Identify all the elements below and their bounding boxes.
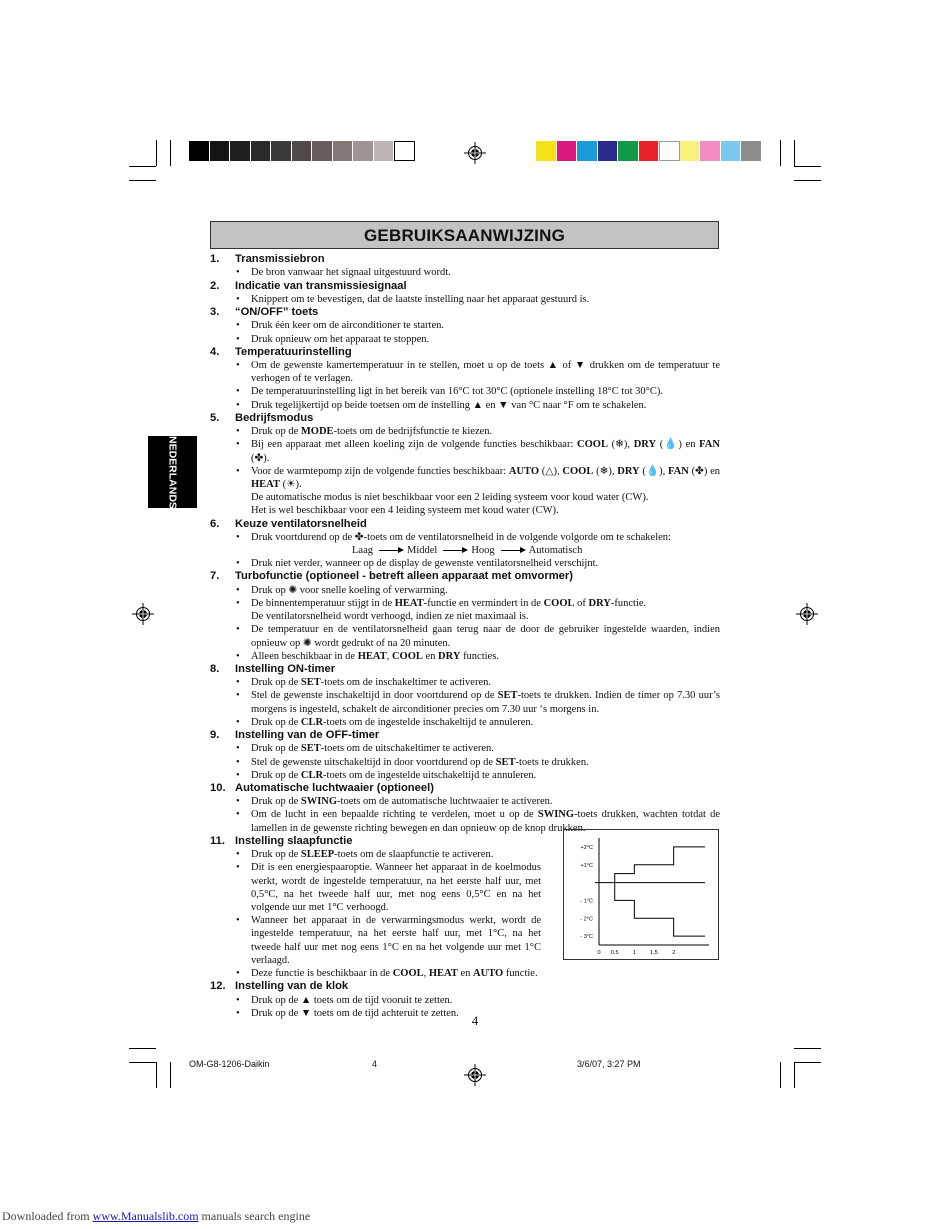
section-number: 5.: [210, 411, 220, 424]
section-2: [210, 280, 720, 307]
crop-mark: [129, 180, 156, 181]
list-item: • Druk op de ▲ toets om de tijd vooruit te zetten.: [236, 994, 720, 1007]
language-tab: [148, 436, 197, 508]
crop-mark: [794, 1062, 821, 1063]
section-title: Instelling van de OFF-timer: [235, 729, 380, 742]
section-title: Automatische luchtwaaier (optioneel): [235, 781, 434, 794]
download-suffix: manuals search engine: [198, 1209, 311, 1223]
fan-speed-step: Hoog: [471, 545, 495, 557]
section-4: [210, 346, 720, 412]
language-tab-label: NEDERLANDS: [166, 435, 179, 509]
list-item: • Knippert om te bevestigen, dat de laatste instelling naar het apparaat gestuurd is.: [236, 293, 720, 306]
list-item: • Druk op de ▼ toets om de tijd achteruit te zetten.: [236, 1007, 720, 1020]
list-item: • Druk op de MODE-toets om de bedrijfsfunctie te kiezen.: [236, 425, 720, 438]
arrow-right-icon: [443, 550, 465, 551]
section-heading: [210, 663, 720, 676]
list-item: • Druk voortdurend op de ✤-toets om de ventilatorsnelheid in de volgende volgorde om te schakelen:: [236, 531, 720, 544]
list-item: • Druk op de SET-toets om de uitschakeltimer te activeren.: [236, 742, 720, 755]
gray-swatch: [394, 141, 415, 161]
section-title: Keuze ventilatorsnelheid: [235, 517, 367, 530]
list-item: • De bron vanwaar het signaal uitgestuurd wordt.: [236, 266, 720, 279]
crop-mark: [156, 140, 157, 166]
section-number: 12.: [210, 980, 226, 993]
footer-center: 4: [372, 1059, 378, 1069]
section-8: [210, 663, 720, 729]
section-number: 7.: [210, 570, 220, 583]
section-heading: [210, 518, 720, 531]
fan-speed-step: Laag: [352, 545, 373, 557]
section-title: Instelling van de klok: [235, 980, 349, 993]
list-item: • Druk op de SWING-toets om de automatische luchtwaaier te activeren.: [236, 795, 720, 808]
list-item: • Druk opnieuw om het apparaat te stoppen.: [236, 333, 720, 346]
list-item: De ventilatorsnelheid wordt verhoogd, indien ze niet maximaal is.: [251, 611, 529, 623]
gray-swatch: [271, 141, 292, 161]
registration-mark-icon: [132, 603, 154, 625]
crop-mark: [794, 166, 821, 167]
section-heading: [210, 253, 720, 266]
gray-swatch: [292, 141, 313, 161]
y-tick-label: - 2°C: [580, 916, 593, 923]
crop-mark: [794, 140, 795, 166]
list-item: • Druk op de SLEEP-toets om de slaapfunctie te activeren.: [236, 848, 541, 861]
arrow-right-icon: [379, 550, 401, 551]
list-item: • Bij een apparaat met alleen koeling zijn de volgende functies beschikbaar: COOL (❄), DRY (💧) en FAN (✤).: [236, 438, 720, 464]
section-number: 11.: [210, 834, 225, 847]
gray-swatch: [374, 141, 395, 161]
section-heading: [210, 729, 720, 742]
section-number: 6.: [210, 517, 220, 530]
color-swatch: [680, 141, 701, 161]
page-number: 4: [471, 1013, 479, 1028]
y-tick-label: - 1°C: [580, 898, 593, 905]
crop-mark: [794, 1048, 821, 1049]
crop-mark: [129, 166, 156, 167]
list-item: • Druk één keer om de airconditioner te starten.: [236, 319, 720, 332]
fan-speed-step: Automatisch: [528, 545, 583, 557]
gray-swatch: [189, 141, 210, 161]
gray-swatch: [353, 141, 374, 161]
gray-swatch: [312, 141, 333, 161]
list-item: • Om de gewenste kamertemperatuur in te stellen, moet u op de toets ▲ of ▼ drukken om de temperatuur te verhogen of te verlagen.: [236, 359, 720, 385]
section-heading: [210, 412, 720, 425]
list-item: • Stel de gewenste inschakeltijd in door voortdurend op de SET-toets te drukken. Indien de timer op 7.30 uur’s morgens is ingesteld, schakelt de airconditioner precies om 7.30 uur ‘s morgens in.: [236, 689, 720, 715]
crop-mark: [794, 180, 821, 181]
y-tick-label: +1°C: [580, 862, 593, 869]
section-number: 4.: [210, 345, 220, 358]
list-item: • De temperatuur en de ventilatorsnelheid gaan terug naar de door de gebruiker ingestelde waarden, indien opnieuw op ✺ wordt gedrukt of na 20 minuten.: [236, 623, 720, 649]
download-note: [2, 1209, 310, 1224]
list-item: • Wanneer het apparaat in de verwarmingsmodus werkt, wordt de ingestelde temperatuur, na het eerste half uur, met 1°C, na het tweede half uur met nog eens 1°C en na het volgende uur met 1°C verlaagd.: [236, 914, 541, 967]
section-9: [210, 729, 720, 782]
list-item: • Druk tegelijkertijd op beide toetsen om de instelling ▲ en ▼ van °C naar °F om te schakelen.: [236, 399, 720, 412]
section-title: Turbofunctie (optioneel - betreft alleen apparaat met omvormer): [235, 570, 573, 583]
color-swatch: [639, 141, 660, 161]
crop-mark: [794, 1062, 795, 1088]
gray-swatch: [251, 141, 272, 161]
color-swatch: [536, 141, 557, 161]
footer-left: OM-G8-1206-Daikin: [189, 1059, 270, 1069]
fan-speed-sequence: [210, 544, 720, 557]
y-tick-label: - 3°C: [580, 934, 593, 941]
color-swatch: [577, 141, 598, 161]
crop-mark: [780, 1062, 781, 1088]
crop-mark: [129, 1048, 156, 1049]
y-tick-label: +2°C: [580, 844, 593, 851]
x-tick-label: 0: [597, 950, 601, 956]
registration-mark-icon: [464, 1064, 486, 1086]
section-title: Instelling ON-timer: [235, 662, 336, 675]
section-title: Temperatuurinstelling: [235, 345, 352, 358]
gray-calibration-bar: [189, 141, 415, 161]
section-number: 10.: [210, 781, 226, 794]
section-number: 1.: [210, 253, 220, 265]
section-3: [210, 306, 720, 346]
x-tick-label: 0,5: [610, 950, 619, 956]
registration-mark-icon: [464, 142, 486, 164]
color-swatch: [741, 141, 762, 161]
list-item: • Alleen beschikbaar in de HEAT, COOL en DRY functies.: [236, 650, 720, 663]
color-swatch: [659, 141, 680, 161]
section-heading: [210, 980, 720, 993]
section-6: [210, 518, 720, 571]
section-heading: [210, 280, 720, 293]
list-item: • Om de lucht in een bepaalde richting te verdelen, moet u op de SWING-toets drukken, wachten totdat de lamellen in de gewenste richting bewegen en dan opnieuw op de knop drukken.: [236, 808, 720, 834]
list-item: • Deze functie is beschikbaar in de COOL, HEAT en AUTO functie.: [236, 967, 541, 980]
series-line-verwarmen: [615, 883, 705, 937]
section-heading: [210, 346, 720, 359]
arrow-right-icon: [501, 550, 523, 551]
gray-swatch: [210, 141, 231, 161]
footer-right: 3/6/07, 3:27 PM: [577, 1059, 641, 1069]
download-prefix: Downloaded from: [2, 1209, 93, 1223]
page-title: GEBRUIKSAANWIJZING: [210, 221, 719, 249]
section-title: Instelling slaapfunctie: [235, 834, 353, 847]
list-item: • Druk op de CLR-toets om de ingestelde inschakeltijd te annuleren.: [236, 716, 720, 729]
color-swatch: [557, 141, 578, 161]
crop-mark: [170, 1062, 171, 1088]
crop-mark: [129, 1062, 156, 1063]
series-line-koelen: [615, 847, 705, 883]
list-item: • Druk op de CLR-toets om de ingestelde uitschakeltijd te annuleren.: [236, 769, 720, 782]
list-item: • Druk niet verder, wanneer op de display de gewenste ventilatorsnelheid verschijnt.: [236, 557, 720, 570]
section-title: Transmissiebron: [235, 253, 325, 265]
section-heading: [210, 782, 720, 795]
crop-mark: [170, 140, 171, 166]
list-item: • Stel de gewenste uitschakeltijd in door voortdurend op de SET-toets te drukken.: [236, 756, 720, 769]
x-tick-label: 1: [632, 950, 636, 956]
section-number: 2.: [210, 279, 220, 292]
section-1: [210, 253, 720, 280]
section-number: 3.: [210, 306, 220, 318]
section-7: [210, 570, 720, 663]
section-number: 9.: [210, 729, 220, 742]
section-heading: [210, 570, 720, 583]
list-item: • De temperatuurinstelling ligt in het bereik van 16°C tot 30°C (optionele instelling 18°C tot 30°C).: [236, 385, 720, 398]
list-item: De automatische modus is niet beschikbaar voor een 2 leiding systeem voor koud water (CW).: [251, 492, 649, 504]
list-item: Het is wel beschikbaar voor een 4 leiding systeem met koud water (CW).: [251, 505, 559, 517]
fan-speed-step: Middel: [407, 545, 438, 557]
section-title: “ON/OFF” toets: [235, 306, 319, 318]
section-number: 8.: [210, 662, 220, 675]
list-item: • Voor de warmtepomp zijn de volgende functies beschikbaar: AUTO (△), COOL (❄), DRY (💧), FAN (✤) en HEAT (☀).: [236, 465, 720, 491]
color-swatch: [598, 141, 619, 161]
list-item: • De binnentemperatuur stijgt in de HEAT-functie en vermindert in de COOL of DRY-functie.: [236, 597, 720, 610]
section-title: Indicatie van transmissiesignaal: [235, 279, 407, 292]
color-swatch: [721, 141, 742, 161]
section-title: Bedrijfsmodus: [235, 411, 314, 424]
section-heading: [210, 306, 720, 319]
gray-swatch: [333, 141, 354, 161]
section-5: [210, 412, 720, 518]
x-tick-label: 1,5: [650, 950, 658, 956]
crop-mark: [156, 1062, 157, 1088]
color-swatch: [700, 141, 721, 161]
gray-swatch: [230, 141, 251, 161]
x-tick-label: 2: [672, 950, 676, 956]
crop-mark: [780, 140, 781, 166]
color-calibration-bar: [536, 141, 762, 161]
list-item: • Dit is een energiespaaroptie. Wanneer het apparaat in de koelmodus werkt, wordt de ingestelde temperatuur, na het eerste half uur, met 0,5°C, na het tweede half uur, met nog eens 0,5°C en na het volgende uur met 1°C verhoogd.: [236, 861, 541, 914]
sleep-graph-svg: [564, 830, 718, 959]
color-swatch: [618, 141, 639, 161]
list-item: • Druk op de SET-toets om de inschakeltimer te activeren.: [236, 676, 720, 689]
section-10: [210, 782, 720, 835]
registration-mark-icon: [796, 603, 818, 625]
sleep-temperature-graph: [563, 829, 719, 960]
manualslib-link[interactable]: www.Manualslib.com: [92, 1209, 199, 1223]
list-item: • Druk op ✺ voor snelle koeling of verwarming.: [236, 584, 720, 597]
